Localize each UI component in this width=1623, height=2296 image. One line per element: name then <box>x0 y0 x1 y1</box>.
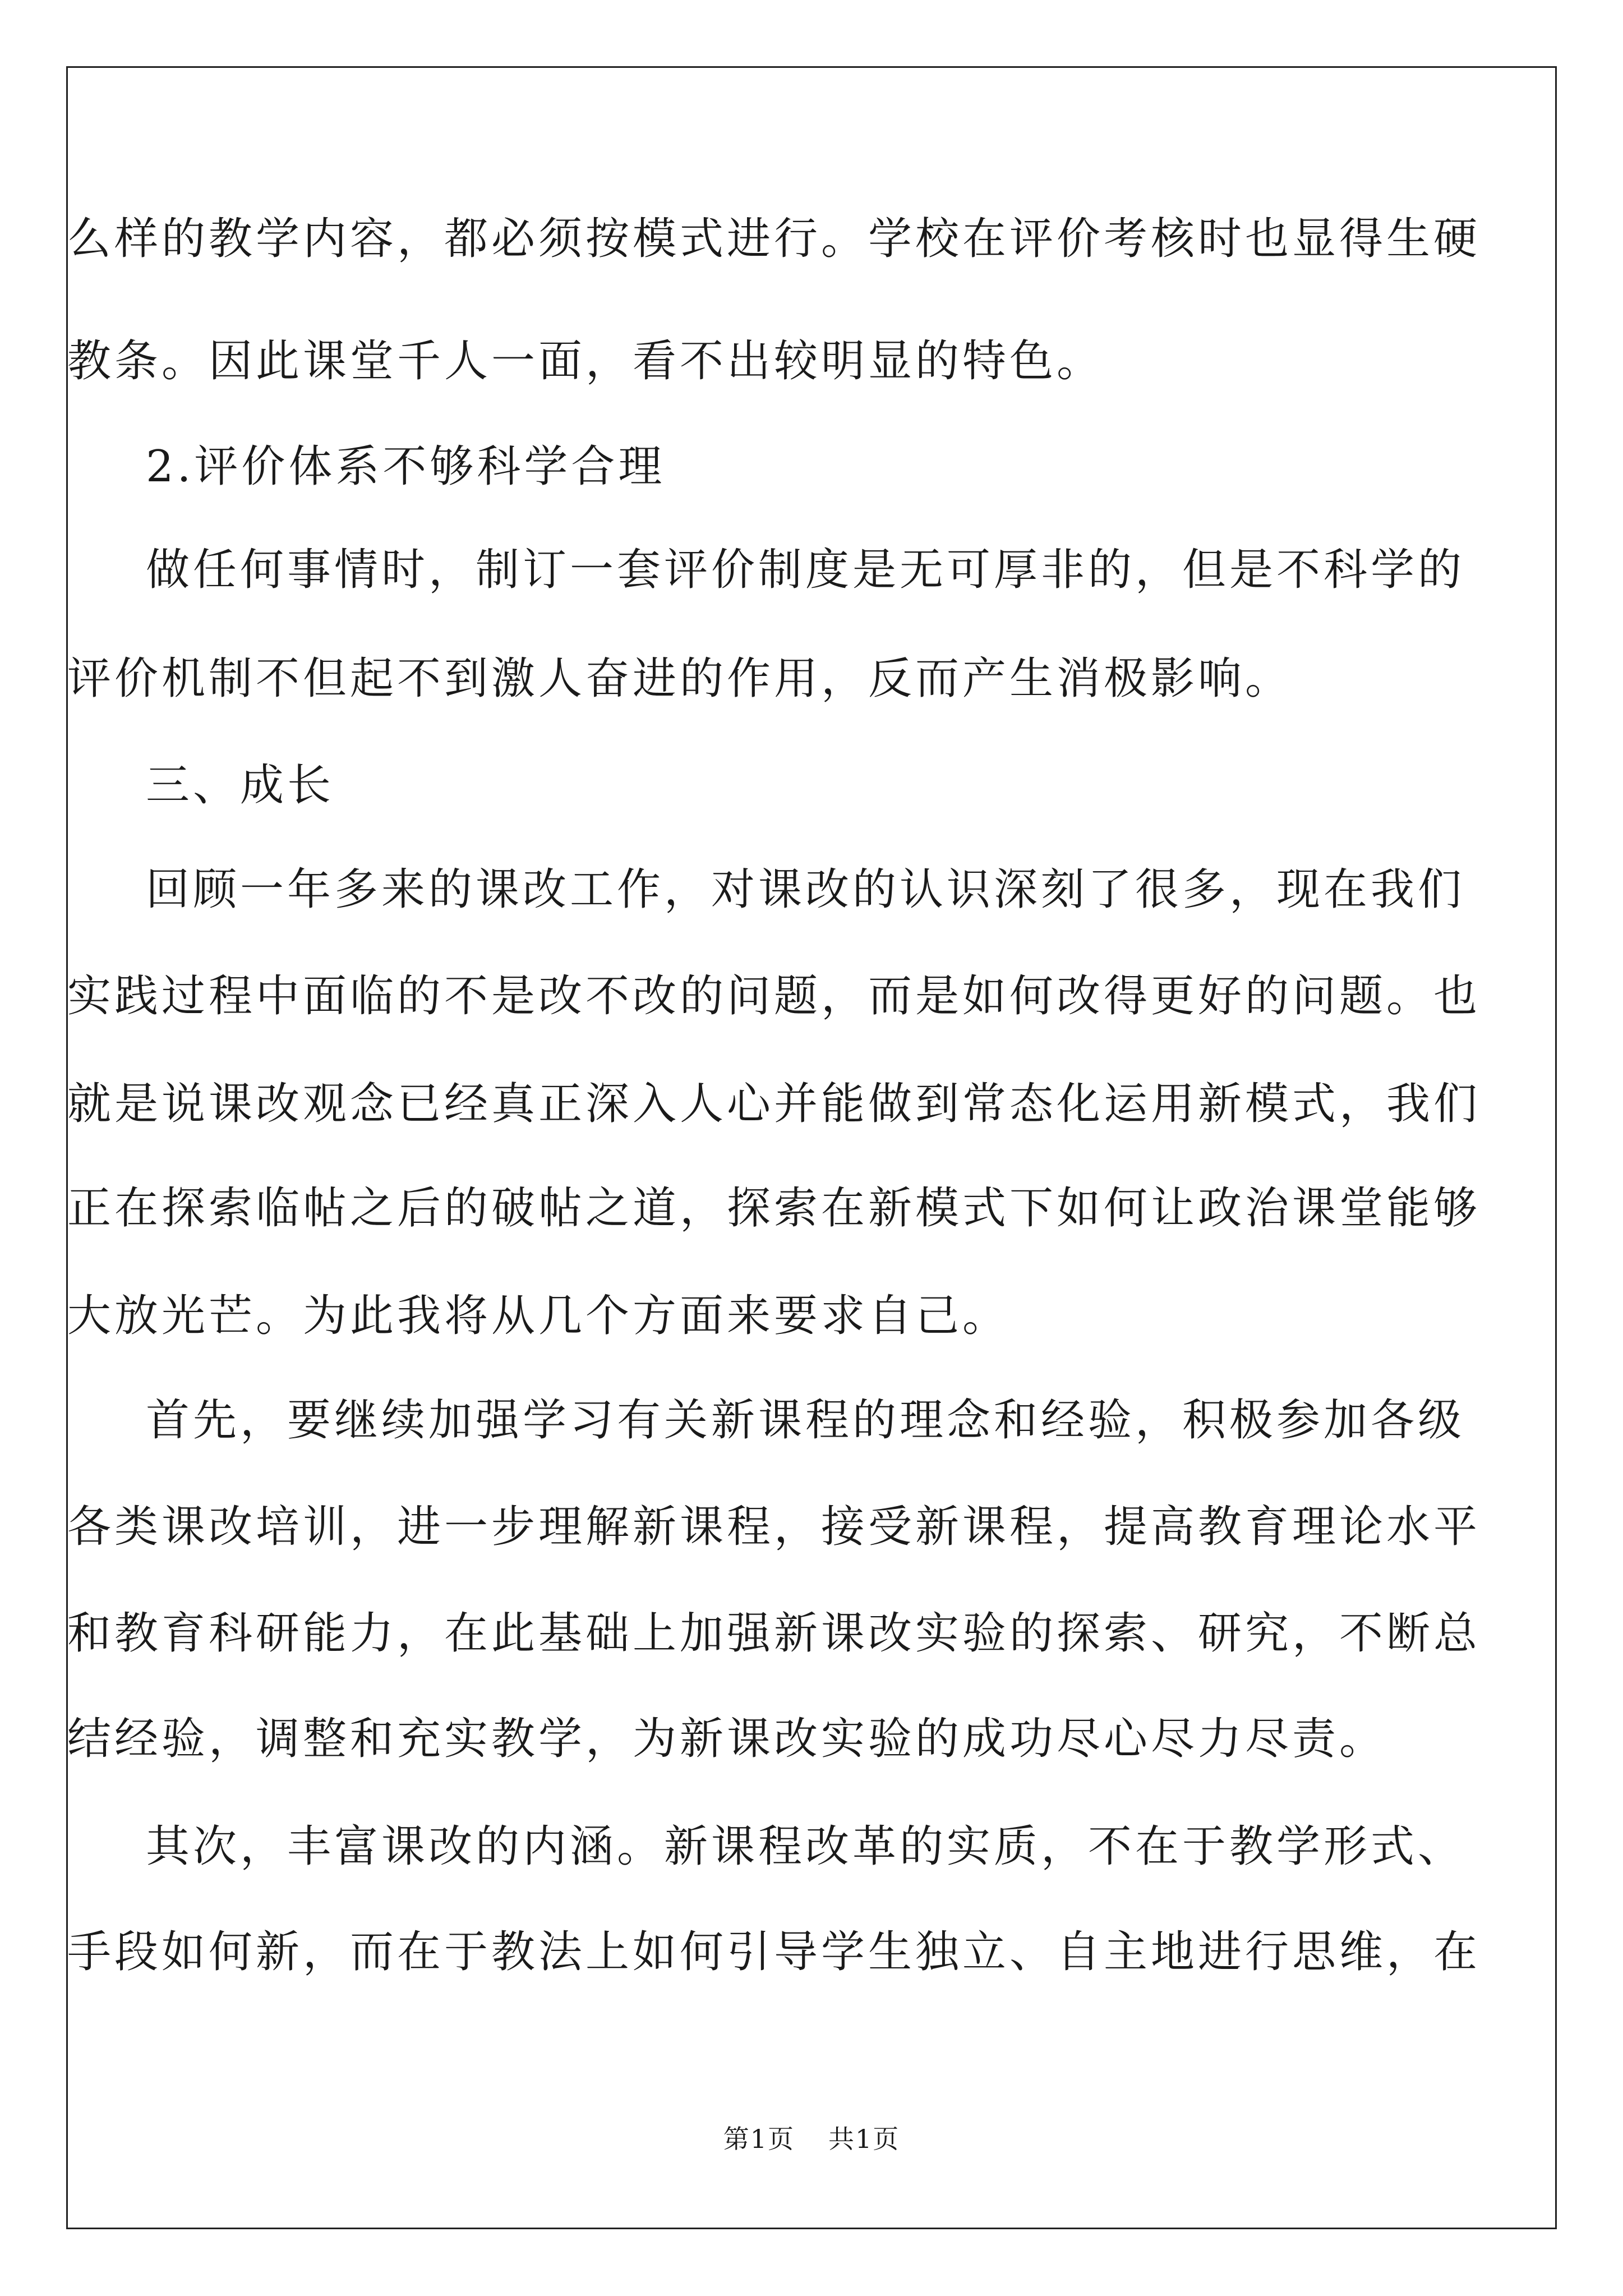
text-line: 手段如何新，而在于教法上如何引导学生独立、自主地进行思维，在 <box>67 1927 1481 1977</box>
text-line: 各类课改培训，进一步理解新课程，接受新课程，提高教育理论水平 <box>67 1502 1481 1552</box>
text-line: 其次，丰富课改的内涵。新课程改革的实质，不在于教学形式、 <box>146 1821 1465 1872</box>
page-border <box>66 66 1557 2229</box>
text-line: 首先，要继续加强学习有关新课程的理念和经验，积极参加各级 <box>146 1395 1465 1446</box>
text-line: 结经验，调整和充实教学，为新课改实验的成功尽心尽力尽责。 <box>67 1714 1387 1764</box>
text-line: 就是说课改观念已经真正深入人心并能做到常态化运用新模式，我们 <box>67 1079 1481 1129</box>
page-total: 共1页 <box>828 2124 900 2154</box>
text-line: 大放光芒。为此我将从几个方面来要求自己。 <box>67 1291 1010 1341</box>
text-line: 正在探索临帖之后的破帖之道，探索在新模式下如何让政治课堂能够 <box>67 1183 1481 1234</box>
text-line: 做任何事情时，制订一套评价制度是无可厚非的，但是不科学的 <box>146 545 1465 595</box>
text-line: 和教育科研能力，在此基础上加强新课改实验的探索、研究，不断总 <box>67 1608 1481 1659</box>
page-number: 第1页 <box>723 2124 795 2154</box>
section-heading: 三、成长 <box>146 760 335 811</box>
text-line: 实践过程中面临的不是改不改的问题，而是如何改得更好的问题。也 <box>67 971 1481 1022</box>
page-footer <box>0 2123 1623 2155</box>
text-line: 么样的教学内容，都必须按模式进行。学校在评价考核时也显得生硬 <box>67 214 1481 264</box>
text-line: 教条。因此课堂千人一面，看不出较明显的特色。 <box>67 336 1104 386</box>
text-line: 回顾一年多来的课改工作，对课改的认识深刻了很多，现在我们 <box>146 864 1465 915</box>
text-line: 评价机制不但起不到激人奋进的作用，反而产生消极影响。 <box>67 654 1293 704</box>
section-heading: 2.评价体系不够科学合理 <box>146 441 666 492</box>
